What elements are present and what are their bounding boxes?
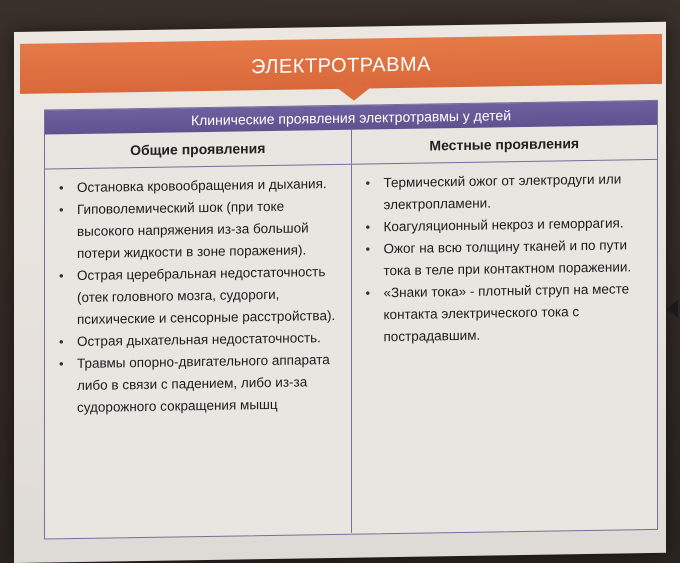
list-item-text: Травмы опорно-двигательного аппарата либо в связи с падением, либо из-за судорожного сокращения мышц bbox=[77, 352, 330, 416]
bullet-icon: • bbox=[59, 202, 64, 218]
list-item bbox=[55, 195, 343, 266]
list-item-text: Острая церебральная недостаточность (отек головного мозга, судороги, психические и сенсорные расстройства). bbox=[77, 264, 336, 328]
list-item bbox=[55, 349, 343, 420]
list-item-text: Ожог на всю толщину тканей и по пути тока в теле при контактном поражении. bbox=[383, 237, 632, 279]
list-item-text: Термический ожог от электродуги или электропламени. bbox=[383, 171, 622, 213]
list-item-text: Коагуляционный некроз и геморрагия. bbox=[383, 215, 624, 235]
bullet-icon: • bbox=[365, 175, 371, 191]
list-item-text: «Знаки тока» - плотный струп на месте контакта электрического тока с пострадавшим. bbox=[383, 281, 630, 345]
bullet-icon: • bbox=[365, 241, 371, 257]
list-item bbox=[362, 168, 650, 217]
column-header-general: Общие проявления bbox=[45, 130, 352, 169]
list-item bbox=[362, 278, 650, 349]
bullet-icon: • bbox=[59, 356, 64, 372]
column-general bbox=[45, 165, 352, 538]
list-item-text: Гиповолемический шок (при токе высокого напряжения из-за большой потери жидкости в зоне поражения). bbox=[77, 198, 309, 262]
slide-title: ЭЛЕКТРОТРАВМА bbox=[251, 52, 431, 78]
bullet-icon: • bbox=[365, 219, 371, 235]
list-item bbox=[55, 261, 343, 332]
bullet-icon: • bbox=[59, 268, 64, 284]
general-list bbox=[55, 173, 343, 420]
table-header: Клинические проявления электротравмы у детей bbox=[45, 101, 657, 135]
list-item bbox=[362, 234, 650, 283]
list-item-text: Остановка кровообращения и дыхания. bbox=[77, 176, 327, 196]
presentation-slide bbox=[14, 22, 666, 563]
column-header-local: Местные проявления bbox=[429, 135, 580, 154]
bullet-icon: • bbox=[59, 180, 64, 196]
bullet-icon: • bbox=[59, 334, 64, 350]
bullet-icon: • bbox=[365, 285, 371, 301]
slide-banner bbox=[20, 34, 662, 94]
table-body bbox=[45, 160, 657, 538]
down-arrow-icon bbox=[336, 86, 372, 101]
next-slide-pointer-icon bbox=[666, 300, 678, 318]
manifestations-table bbox=[44, 100, 658, 540]
local-list bbox=[362, 168, 650, 349]
list-item-text: Острая дыхательная недостаточность. bbox=[77, 330, 321, 350]
column-local bbox=[352, 160, 658, 533]
